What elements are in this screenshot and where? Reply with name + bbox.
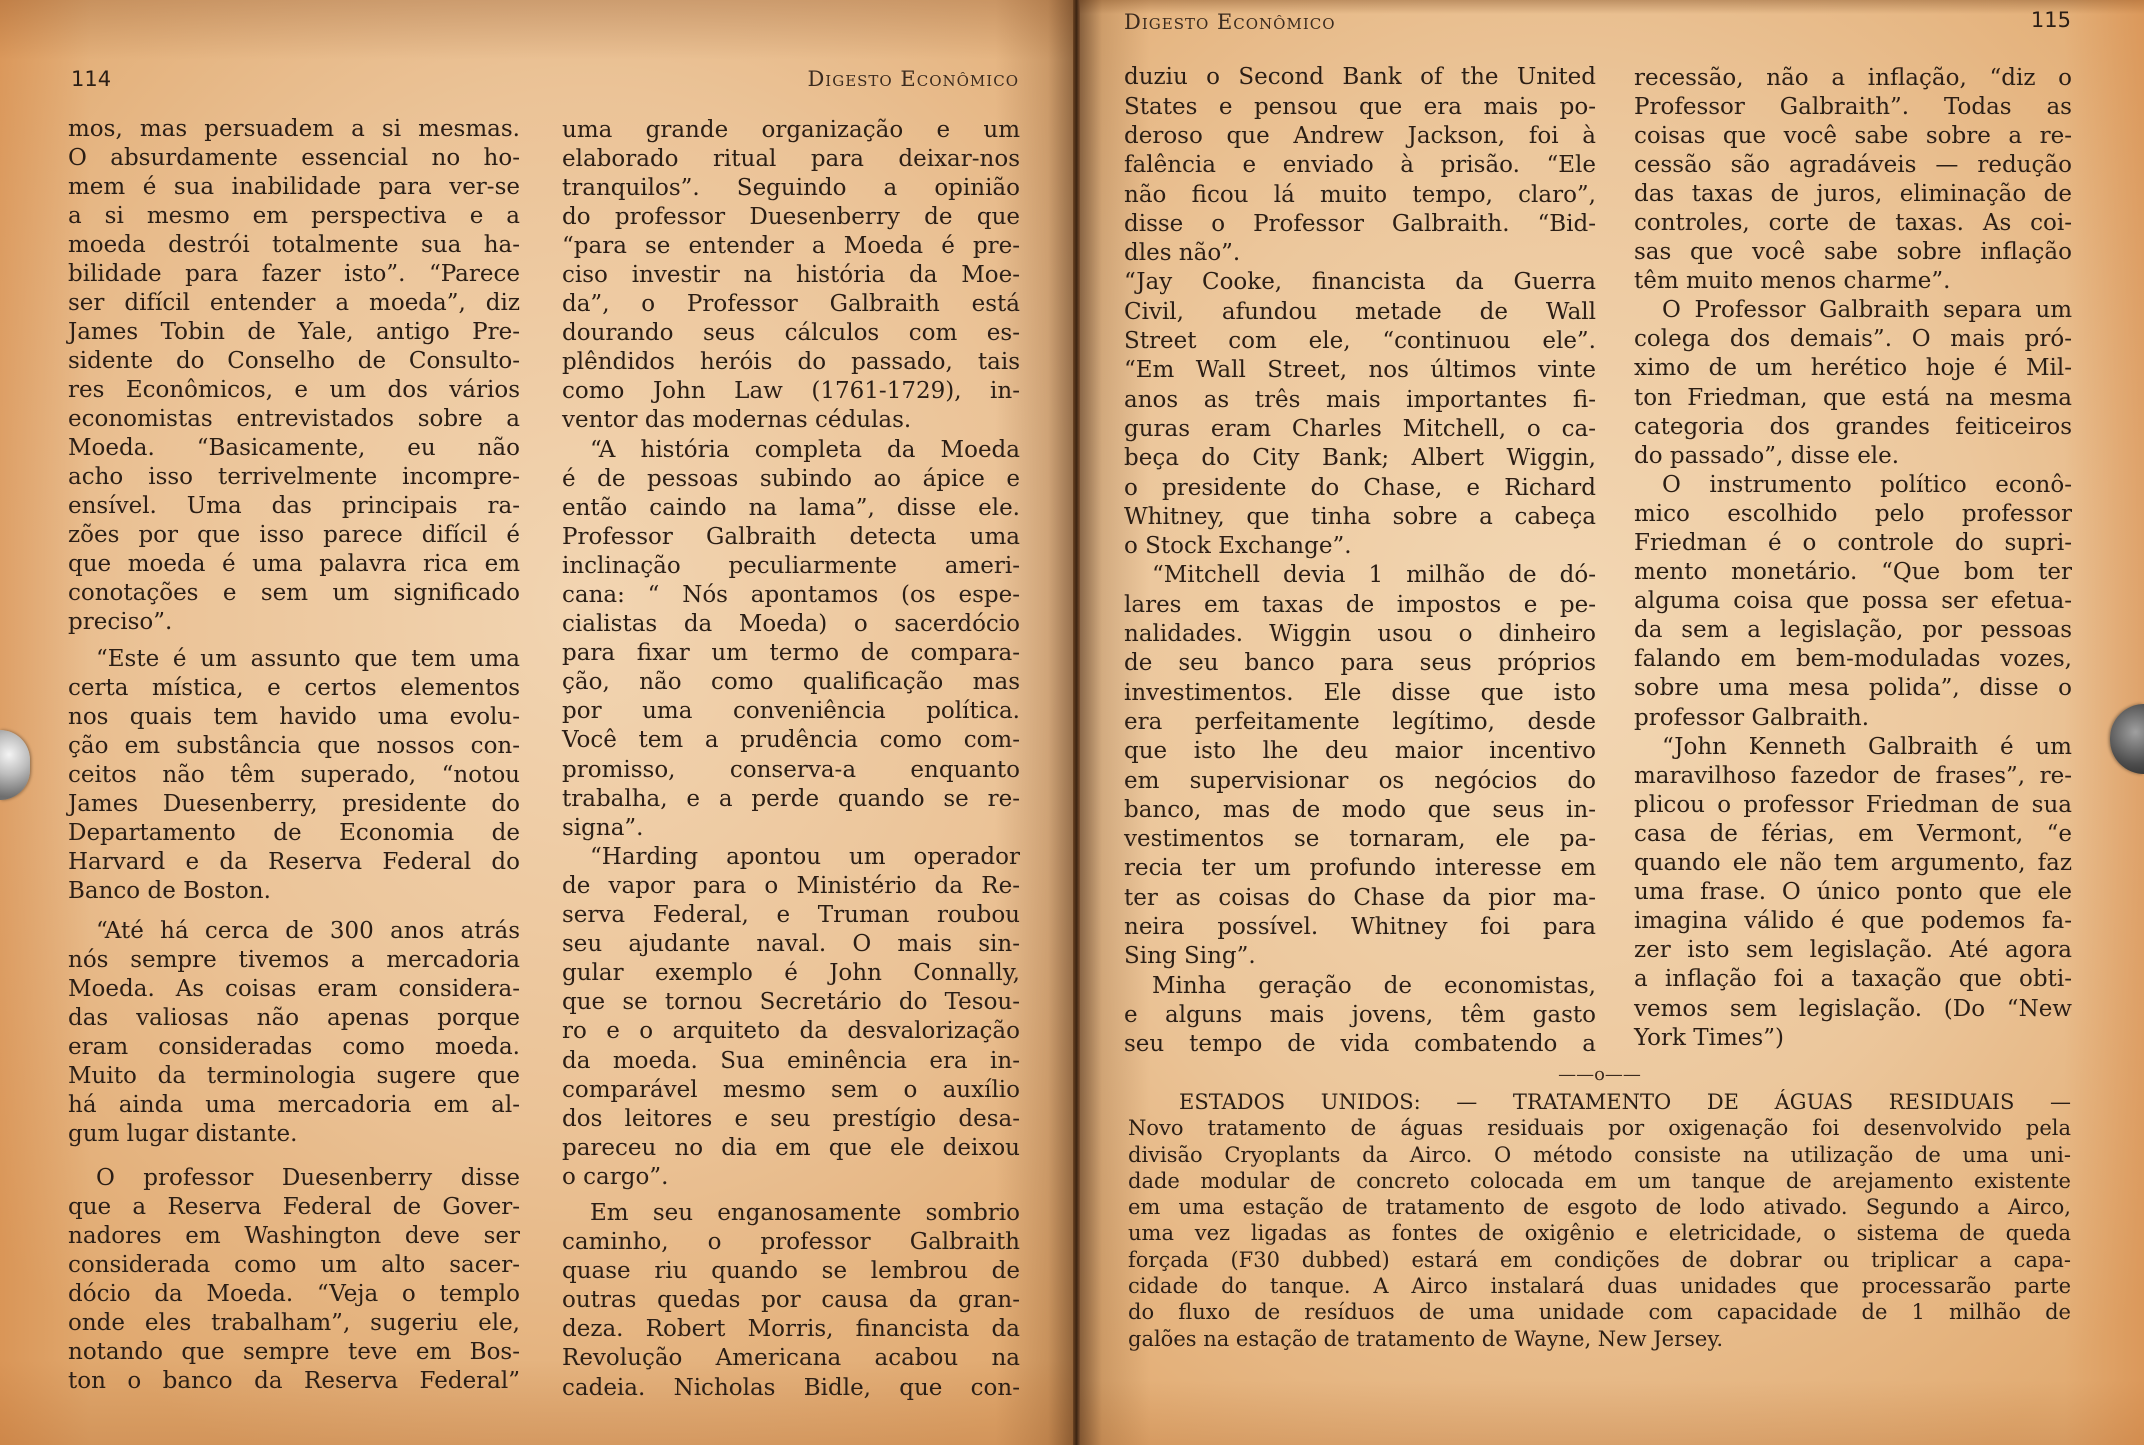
text-line: mem é sua inabilidade para ver-se (68, 174, 520, 200)
text-line: das valiosas não apenas porque (68, 1005, 520, 1031)
text-line: neira possível. Whitney foi para (1124, 914, 1596, 940)
text-line: “Harding apontou um operador (590, 843, 1020, 870)
text-line: O professor Duesenberry disse (96, 1165, 520, 1191)
text-line: que isto lhe deu maior incentivo (1124, 738, 1596, 765)
text-line: recia ter um profundo interesse em (1124, 855, 1596, 882)
paragraph (1124, 63, 1596, 268)
text-line: mos, mas persuadem a si mesmas. (68, 116, 520, 142)
paragraph (68, 1164, 520, 1396)
text-line: trabalha, e a perde quando se re- (562, 785, 1020, 812)
text-line: “John Kenneth Galbraith é um (1662, 733, 2072, 760)
text-line: falência e enviado à prisão. “Ele (1124, 152, 1596, 179)
text-line: onde eles trabalham”, sugeriu ele, (68, 1310, 520, 1336)
text-line: signa”. (562, 814, 644, 841)
text-line: da”, o Professor Galbraith está (562, 291, 1020, 318)
text-line: lares em taxas de impostos e pe- (1124, 591, 1596, 618)
text-line: que se tornou Secretário do Tesou- (562, 989, 1020, 1016)
text-line: “para se entender a Moeda é pre- (562, 232, 1020, 259)
paragraph (1634, 471, 2072, 733)
paragraph (68, 917, 520, 1149)
text-line: coisas que você sabe sobre a re- (1634, 122, 2072, 149)
paragraph (562, 436, 1020, 843)
text-line: ton Friedman, que está na mesma (1634, 384, 2072, 411)
news-article (1128, 1089, 2071, 1352)
text-line: maravilhoso fazedor de frases”, re- (1634, 762, 2072, 789)
text-line: uma grande organização e um (562, 116, 1020, 143)
text-line: mento monetário. “Que bom ter (1634, 559, 2072, 586)
text-line: O absurdamente essencial no ho- (68, 145, 520, 171)
text-line: zões por que isso parece difícil é (68, 522, 520, 548)
text-line: ro e o arquiteto da desvalorização (562, 1018, 1020, 1045)
paragraph (1124, 561, 1596, 971)
paragraph (562, 843, 1020, 1192)
text-line: ceitos não têm superado, “notou (68, 762, 520, 788)
text-line: “Mitchell devia 1 milhão de dó- (1152, 562, 1596, 589)
text-line: cessão são agradáveis — redução (1634, 151, 2072, 178)
article-heading: ESTADOS UNIDOS: — TRATAMENTO DE ÁGUAS RESIDUAIS — (1179, 1090, 2071, 1114)
text-line: seu ajudante naval. O mais sin- (562, 931, 1020, 958)
text-line: casa de férias, em Vermont, “e (1634, 820, 2072, 847)
paragraph (562, 1199, 1020, 1403)
paragraph (68, 115, 520, 637)
text-line: nadores em Washington deve ser (68, 1223, 520, 1249)
text-line: do professor Duesenberry de que (562, 203, 1020, 230)
text-line: em supervisionar os negócios do (1124, 767, 1596, 794)
text-line: gum lugar distante. (68, 1121, 298, 1147)
text-line: uma vez ligadas as fontes de oxigênio e eletricidade, o sistema de queda (1128, 1221, 2071, 1246)
text-line: de seu banco para seus próprios (1124, 650, 1596, 677)
page-number: 115 (2030, 8, 2071, 32)
text-line: Moeda. “Basicamente, eu não (68, 435, 520, 461)
text-line: cidade do tanque. A Airco instalará duas unidades que processarão parte (1128, 1274, 2071, 1299)
text-line: o cargo”. (562, 1163, 669, 1190)
text-line: O Professor Galbraith separa um (1662, 297, 2072, 324)
text-line: cana: “ Nós apontamos (os espe- (562, 582, 1020, 608)
article-body (1128, 1115, 2071, 1352)
text-line: anos as três mais importantes fi- (1124, 386, 1596, 413)
text-line: bilidade para fazer isto”. “Parece (68, 261, 520, 287)
text-line: seu tempo de vida combatendo a (1124, 1031, 1596, 1058)
book-gutter (1073, 0, 1080, 1445)
text-line: dourando seus cálculos com es- (562, 320, 1020, 347)
text-line: sidente do Conselho de Consulto- (68, 348, 520, 374)
text-line: guras eram Charles Mitchell, o ca- (1124, 415, 1596, 442)
text-column (1124, 63, 1596, 1059)
text-line: nos quais tem havido uma evolu- (68, 704, 520, 730)
text-column (562, 116, 1020, 1403)
text-line: ventor das modernas cédulas. (562, 407, 912, 434)
text-line: sas que você sabe sobre inflação (1634, 239, 2072, 266)
text-line: divisão Cryoplants da Airco. O método consiste na utilização de uma uni- (1128, 1142, 2071, 1167)
paragraph (562, 116, 1020, 436)
text-line: James Tobin de Yale, antigo Pre- (68, 319, 520, 345)
paragraph (1124, 268, 1596, 561)
text-line: disse o Professor Galbraith. “Bid- (1124, 210, 1596, 237)
text-line: plicou o professor Friedman de sua (1634, 791, 2072, 818)
text-line: é de pessoas subindo ao ápice e (562, 465, 1020, 492)
text-line: Departamento de Economia de (68, 820, 520, 846)
text-line: Street com ele, “continuou ele”. (1124, 328, 1596, 355)
text-line: Whitney, que tinha sobre a cabeça (1124, 503, 1596, 530)
text-line: economistas entrevistados sobre a (68, 406, 520, 432)
section-separator: ——o—— (1558, 1064, 1641, 1085)
text-line: O instrumento político econô- (1662, 471, 2072, 498)
running-head: Digesto Econômico (807, 67, 1019, 91)
text-line: cialistas da Moeda) o sacerdócio (562, 611, 1020, 638)
text-line: Banco de Boston. (68, 878, 271, 904)
right-page (1080, 0, 2144, 1445)
text-line: serva Federal, e Truman roubou (562, 902, 1020, 929)
text-line: acho isso terrivelmente incompre- (68, 464, 520, 490)
text-line: não ficou lá muito tempo, claro”, (1124, 181, 1596, 208)
text-line: de vapor para o Ministério da Re- (562, 872, 1020, 899)
text-line: investimentos. Ele disse que isto (1124, 679, 1596, 706)
text-line: a si mesmo em perspectiva e a (68, 203, 520, 229)
text-column (1634, 64, 2072, 1053)
text-line: vestimentos se tornaram, ele pa- (1124, 826, 1596, 853)
text-line: conotações e sem um significado (68, 580, 520, 606)
text-line: da sem a legislação, por pessoas (1634, 617, 2072, 644)
text-line: ser difícil entender a moeda”, diz (68, 290, 520, 316)
running-head: Digesto Econômico (1124, 10, 1336, 34)
text-line: professor Galbraith. (1634, 704, 1870, 731)
text-line: que moeda é uma palavra rica em (68, 551, 520, 577)
text-line: para fixar um termo de compara- (562, 640, 1020, 667)
text-line: zer isto sem legislação. Até agora (1634, 937, 2072, 964)
text-line: “Este é um assunto que tem uma (96, 646, 520, 672)
text-line: Civil, afundou metade de Wall (1124, 298, 1596, 325)
text-line: outras quedas por causa da gran- (562, 1287, 1020, 1314)
text-line: deza. Robert Morris, financista da (562, 1316, 1020, 1343)
text-line: James Duesenberry, presidente do (68, 791, 520, 817)
text-line: Professor Galbraith detecta uma (562, 523, 1020, 550)
text-line: considerada como um alto sacer- (68, 1252, 520, 1278)
text-line: há ainda uma mercadoria em al- (68, 1092, 520, 1118)
text-line: galões na estação de tratamento de Wayne, New Jersey. (1128, 1326, 1724, 1351)
text-line: categoria dos grandes feiticeiros (1634, 413, 2072, 440)
text-line: que a Reserva Federal de Gover- (68, 1194, 520, 1220)
text-line: nós sempre tivemos a mercadoria (68, 947, 520, 973)
text-line: Minha geração de economistas, (1152, 972, 1596, 999)
text-line: comparável mesmo sem o auxílio (562, 1076, 1020, 1103)
text-line: inclinação peculiarmente ameri- (562, 552, 1020, 579)
text-line: colega dos demais”. O mais pró- (1634, 326, 2072, 353)
text-line: Sing Sing”. (1124, 943, 1256, 970)
text-line: banco, mas de modo que seus in- (1124, 796, 1596, 823)
text-line: o presidente do Chase, e Richard (1124, 474, 1596, 501)
text-line: cadeia. Nicholas Bidle, que con- (562, 1374, 1020, 1401)
text-line: e alguns mais jovens, têm gasto (1124, 1001, 1596, 1028)
paragraph (68, 645, 520, 906)
text-line: vemos sem legislação. (Do “New (1634, 995, 2072, 1022)
text-line: notando que sempre teve em Bos- (68, 1339, 520, 1365)
text-line: res Econômicos, e um dos vários (68, 377, 520, 403)
text-line: por uma conveniência política. (562, 698, 1020, 725)
text-line: preciso”. (68, 609, 173, 635)
text-line: nalidades. Wiggin usou o dinheiro (1124, 621, 1596, 648)
text-line: Moeda. As coisas eram considera- (68, 976, 520, 1002)
text-line: plêndidos heróis do passado, tais (562, 349, 1020, 376)
text-line: ção, não como qualificação mas (562, 669, 1020, 696)
text-line: do fluxo de resíduos de uma unidade com capacidade de 1 milhão de (1128, 1300, 2071, 1325)
text-line: sobre uma mesa polida”, disse o (1634, 675, 2072, 702)
text-line: ximo de um herético hoje é Mil- (1634, 355, 2072, 382)
text-line: Muito da terminologia sugere que (68, 1063, 520, 1089)
text-line: “Até há cerca de 300 anos atrás (96, 918, 520, 944)
text-line: deroso que Andrew Jackson, foi à (1124, 122, 1596, 149)
text-line: tranquilos”. Seguindo a opinião (562, 174, 1020, 201)
text-line: Em seu enganosamente sombrio (590, 1199, 1020, 1226)
text-line: então caindo na lama”, disse ele. (562, 494, 1020, 521)
text-line: elaborado ritual para deixar-nos (562, 145, 1020, 172)
text-line: York Times”) (1634, 1024, 1784, 1051)
text-line: a inflação foi a taxação que obti- (1634, 966, 2072, 993)
text-line: eram consideradas como moeda. (68, 1034, 520, 1060)
text-line: têm muito menos charme”. (1634, 268, 1951, 295)
text-line: promisso, conserva-a enquanto (562, 756, 1020, 783)
paragraph (1124, 972, 1596, 1060)
text-line: duziu o Second Bank of the United (1124, 64, 1596, 91)
text-column (68, 115, 520, 1396)
text-line: em uma estação de tratamento de esgoto de lodo ativado. Segundo a Airco, (1128, 1195, 2071, 1220)
text-line: ton o banco da Reserva Federal” (68, 1368, 520, 1394)
text-line: dócio da Moeda. “Veja o templo (68, 1281, 520, 1307)
text-line: Professor Galbraith”. Todas as (1634, 93, 2072, 120)
text-line: ciso investir na história da Moe- (562, 261, 1020, 288)
text-line: ter as coisas do Chase da pior ma- (1124, 884, 1596, 911)
paragraph (1634, 733, 2072, 1053)
text-line: dos leitores e seu prestígio desa- (562, 1105, 1020, 1132)
text-line: como John Law (1761-1729), in- (562, 378, 1020, 405)
text-line: pareceu no dia em que ele deixou (562, 1134, 1020, 1161)
text-line: “A história completa da Moeda (590, 436, 1020, 463)
text-line: imagina válido é que podemos fa- (1634, 908, 2072, 935)
page-number: 114 (71, 67, 112, 91)
text-line: controles, corte de taxas. As coi- (1634, 209, 2072, 236)
text-line: das taxas de juros, eliminação de (1634, 180, 2072, 207)
text-line: era perfeitamente legítimo, desde (1124, 708, 1596, 735)
text-line: o Stock Exchange”. (1124, 533, 1352, 560)
text-line: Friedman é o controle do supri- (1634, 530, 2072, 556)
text-line: forçada (F30 dubbed) estará em condições de dobrar ou triplicar a capa- (1128, 1247, 2071, 1272)
text-line: Você tem a prudência como com- (562, 727, 1020, 754)
text-line: moeda destrói totalmente sua ha- (68, 232, 520, 258)
text-line: falando em bem-moduladas vozes, (1634, 646, 2072, 673)
paragraph (1634, 64, 2072, 297)
text-line: “Jay Cooke, financista da Guerra (1124, 269, 1596, 296)
text-line: uma frase. O único ponto que ele (1634, 879, 2072, 906)
paragraph (1634, 296, 2072, 471)
text-line: beça do City Bank; Albert Wiggin, (1124, 445, 1596, 472)
text-line: quando ele não tem argumento, faz (1634, 850, 2072, 877)
text-line: ção em substância que nossos con- (68, 733, 520, 759)
text-line: do passado”, disse ele. (1634, 442, 1900, 469)
text-line: ensível. Uma das principais ra- (68, 493, 520, 519)
text-line: recessão, não a inflação, “diz o (1634, 64, 2072, 91)
text-line: Novo tratamento de águas residuais por oxigenação foi desenvolvido pela (1128, 1116, 2071, 1141)
text-line: gular exemplo é John Connally, (562, 960, 1020, 987)
text-line: mico escolhido pelo professor (1634, 500, 2072, 527)
text-line: dade modular de concreto colocada em um tanque de arejamento existente (1128, 1168, 2071, 1193)
text-line: da moeda. Sua eminência era in- (562, 1047, 1020, 1074)
text-line: quase riu quando se lembrou de (562, 1258, 1020, 1285)
text-line: Harvard e da Reserva Federal do (68, 849, 520, 875)
text-line: “Em Wall Street, nos últimos vinte (1124, 357, 1596, 384)
text-line: Revolução Americana acabou na (562, 1345, 1020, 1372)
text-line: States e pensou que era mais po- (1124, 93, 1596, 120)
text-line: dles não”. (1124, 240, 1241, 267)
text-line: certa mística, e certos elementos (68, 675, 520, 701)
text-line: alguma coisa que possa ser efetua- (1634, 588, 2072, 615)
text-line: caminho, o professor Galbraith (562, 1229, 1020, 1256)
